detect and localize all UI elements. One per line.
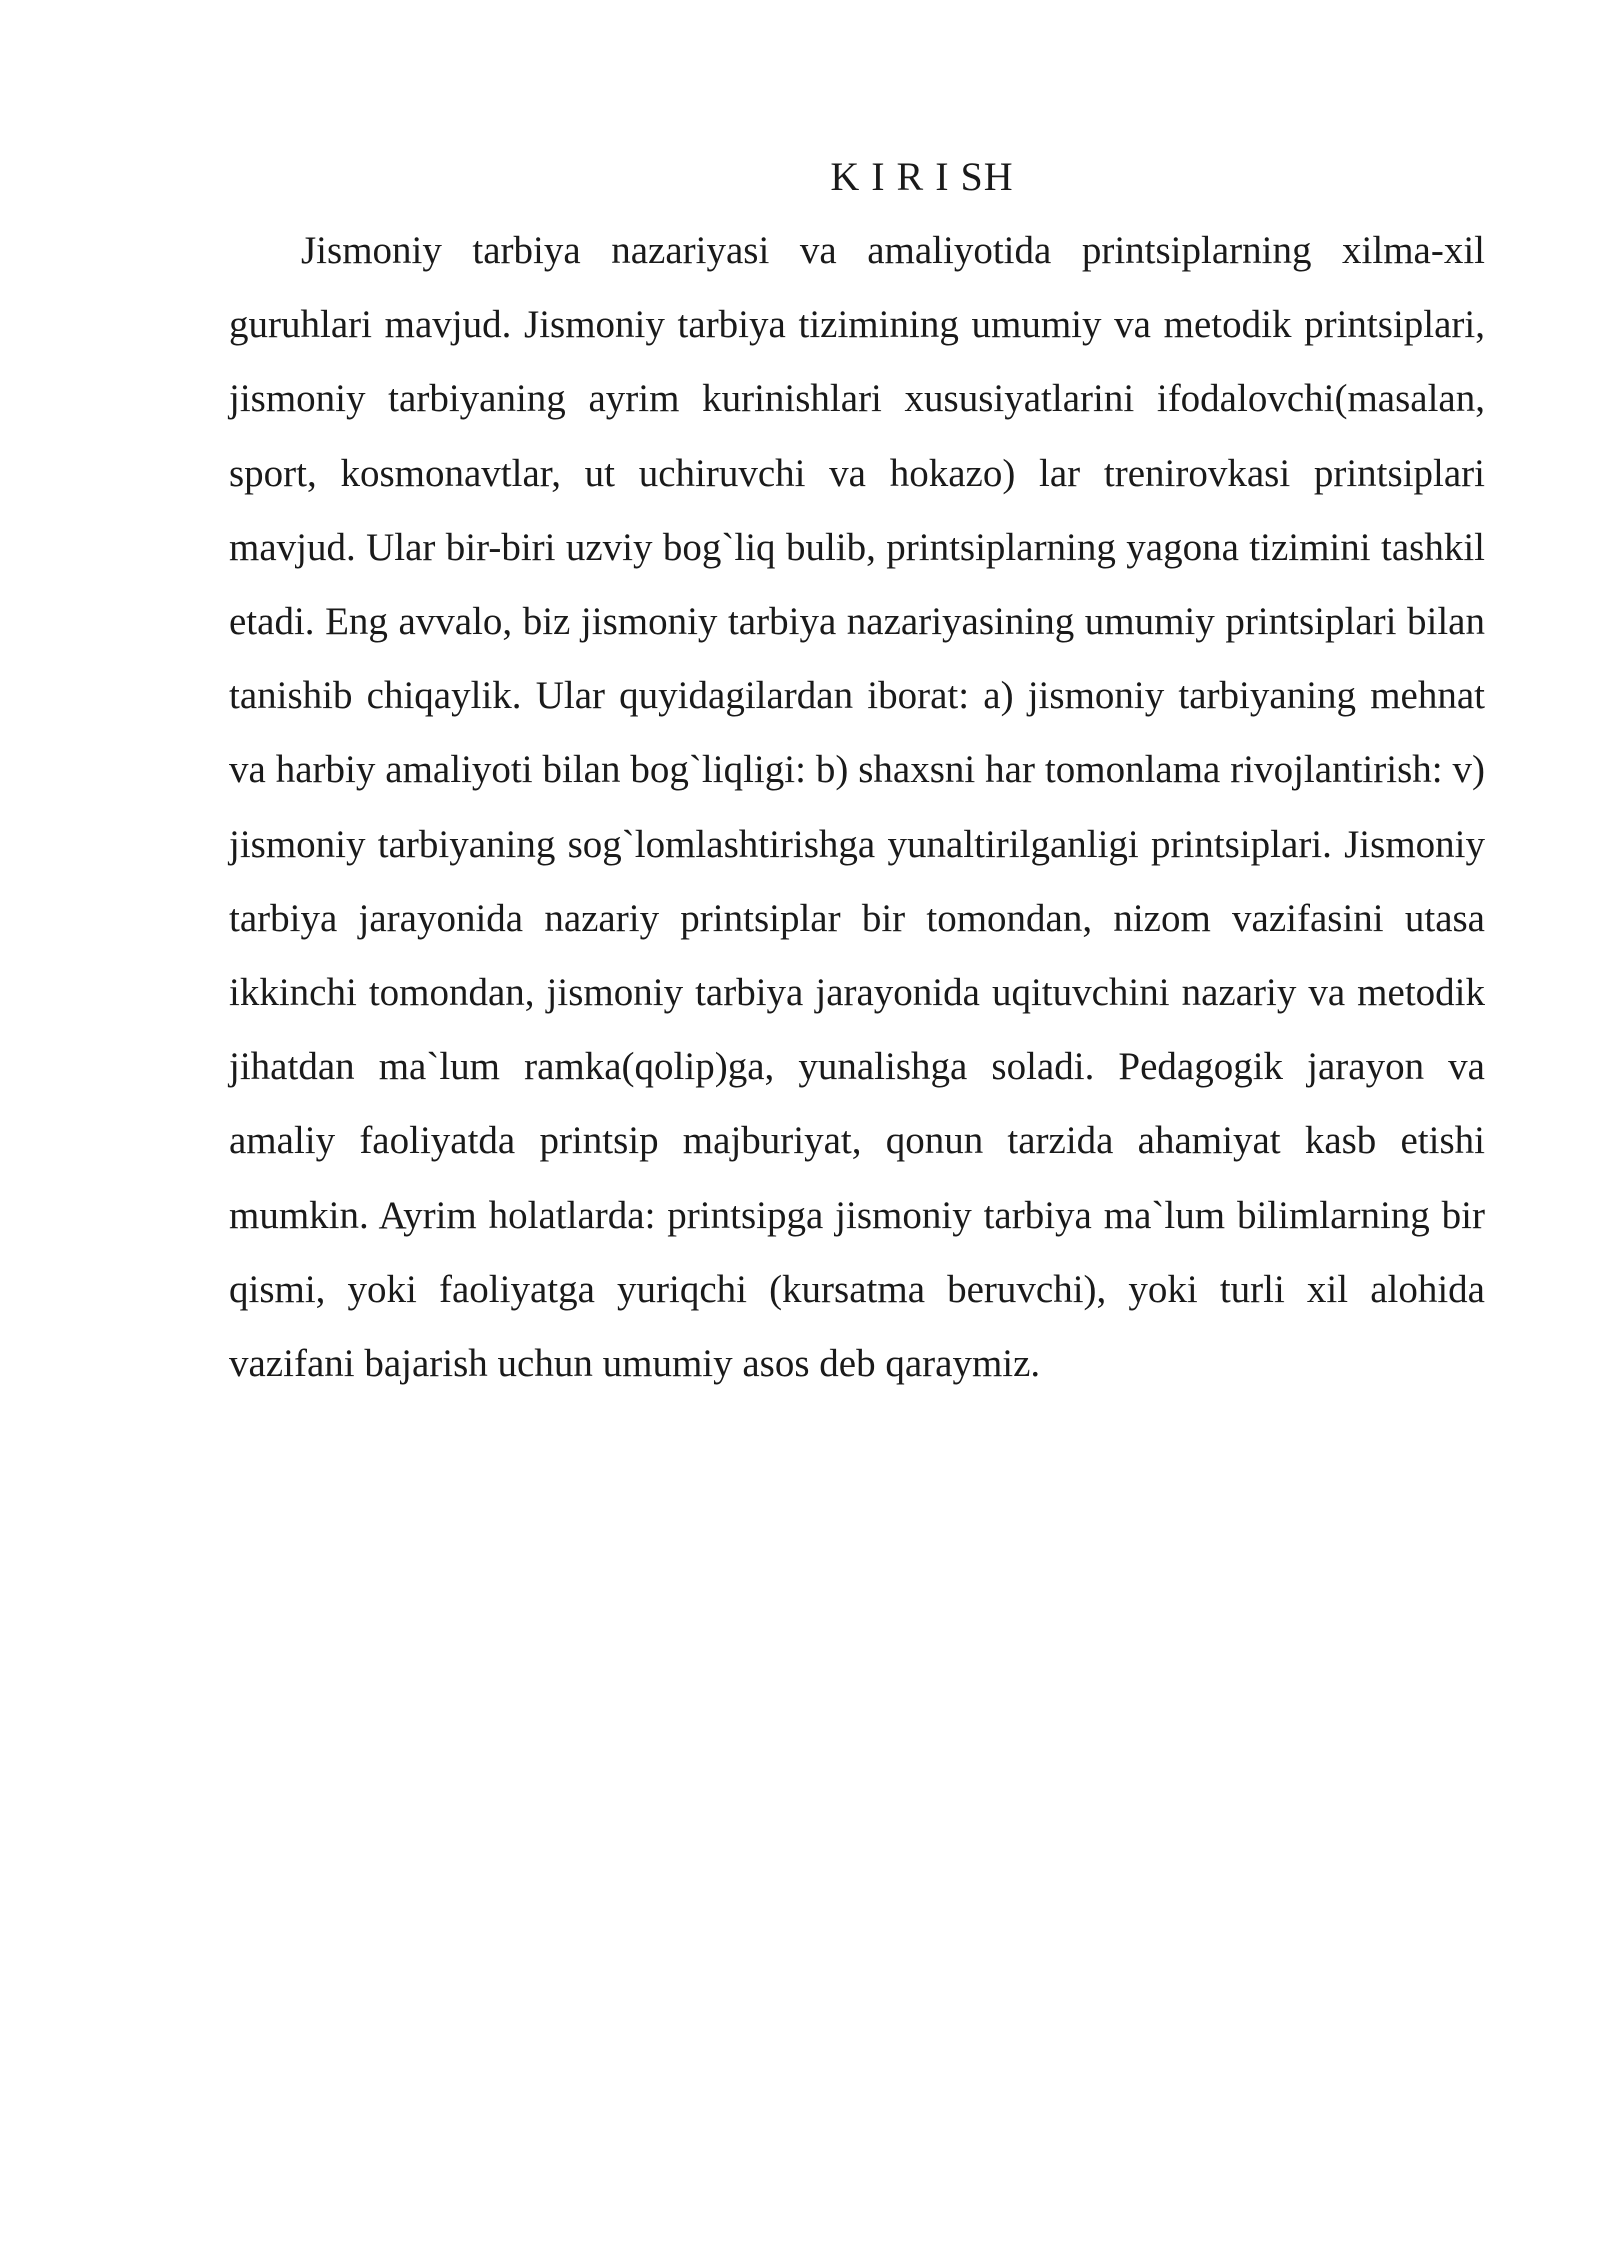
body-paragraph: Jismoniy tarbiya nazariyasi va amaliyotida printsiplarning xilma-xil guruhlari mavjud. Jismoniy tarbiya tizimining umumiy va metodik printsiplari, jismoniy tarbiyaning ayrim kurinishlari xususiyatlarini ifodalovchi(masalan, sport, kosmonavtlar, ut uchiruvchi va hokazo) lar trenirovkasi printsiplari mavjud. Ular bir-biri uzviy bog`liq bulib, printsiplarning yagona tizimini tashkil etadi. Eng avvalo, biz jismoniy tarbiya nazariyasining umumiy printsiplari bilan tanishib chiqaylik. Ular quyidagilardan iborat: a) jismoniy tarbiyaning mehnat va harbiy amaliyoti bilan bog`liqligi: b) shaxsni har tomonlama rivojlantirish: v) jismoniy tarbiyaning sog`lomlashtirishga yunaltirilganligi printsiplari. Jismoniy tarbiya jarayonida nazariy printsiplar bir tomondan, nizom vazifasini utasa ikkinchi tomondan, jismoniy tarbiya jarayonida uqituvchini nazariy va metodik jihatdan ma`lum ramka(qolip)ga, yunalishga soladi. Pedagogik jarayon va amaliy faoliyatda printsip majburiyat, qonun tarzida ahamiyat kasb etishi mumkin. Ayrim holatlarda: printsipga jismoniy tarbiya ma`lum bilimlarning bir qismi, yoki faoliyatga yuriqchi (kursatma beruvchi), yoki turli xil alohida vazifani bajarish uchun umumiy asos deb qaraymiz. [229, 229, 1485, 1386]
section-title: K I R I SH [830, 154, 1014, 199]
document-body [229, 140, 1485, 1401]
